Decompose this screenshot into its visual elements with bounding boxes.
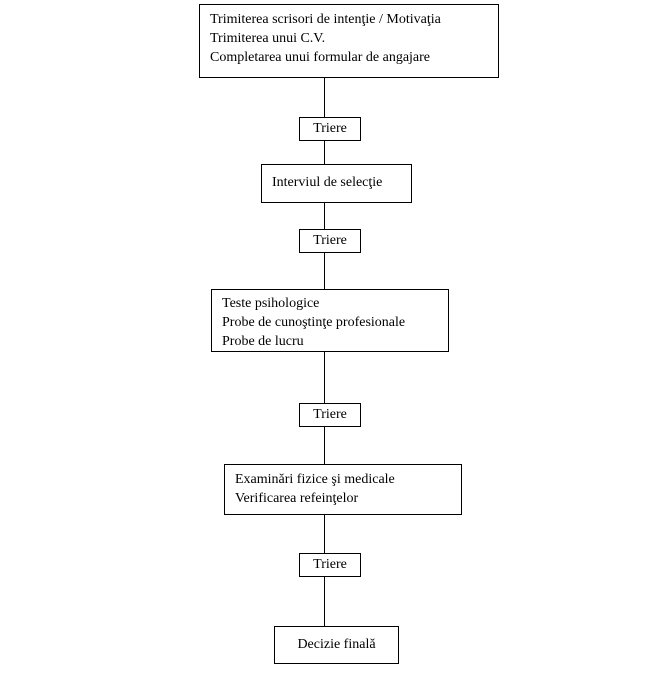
filter-label-1: Triere <box>313 121 347 136</box>
medical-line-2: Verificarea refeinţelor <box>235 491 359 506</box>
filter-box-3 <box>299 403 361 427</box>
connector-application-filter1 <box>324 77 325 117</box>
connector-medical-filter4 <box>324 514 325 553</box>
medical-box <box>224 464 462 515</box>
interview-box <box>261 164 412 203</box>
connector-tests-filter3 <box>324 351 325 403</box>
filter-label-3: Triere <box>313 407 347 422</box>
filter-box-1 <box>299 117 361 141</box>
filter-label-2: Triere <box>313 233 347 248</box>
filter-box-4 <box>299 553 361 577</box>
medical-line-1: Examinări fizice şi medicale <box>235 472 395 487</box>
tests-box <box>211 289 449 352</box>
connector-filter3-medical <box>324 426 325 464</box>
application-line-3: Completarea unui formular de angajare <box>210 50 431 65</box>
connector-filter4-final <box>324 576 325 626</box>
tests-line-1: Teste psihologice <box>222 296 320 311</box>
interview-label: Interviul de selecţie <box>272 175 383 190</box>
connector-interview-filter2 <box>324 202 325 229</box>
final-decision-label: Decizie finală <box>297 637 376 652</box>
filter-box-2 <box>299 229 361 253</box>
application-line-2: Trimiterea unui C.V. <box>210 31 326 46</box>
tests-line-2: Probe de cunoştinţe profesionale <box>222 315 406 330</box>
connector-filter2-tests <box>324 252 325 290</box>
tests-line-3: Probe de lucru <box>222 334 304 349</box>
final-decision-box <box>274 626 399 664</box>
connector-filter1-interview <box>324 140 325 164</box>
filter-label-4: Triere <box>313 557 347 572</box>
application-line-1: Trimiterea scrisori de intenţie / Motivaţia <box>210 12 441 27</box>
application-box <box>199 4 499 78</box>
